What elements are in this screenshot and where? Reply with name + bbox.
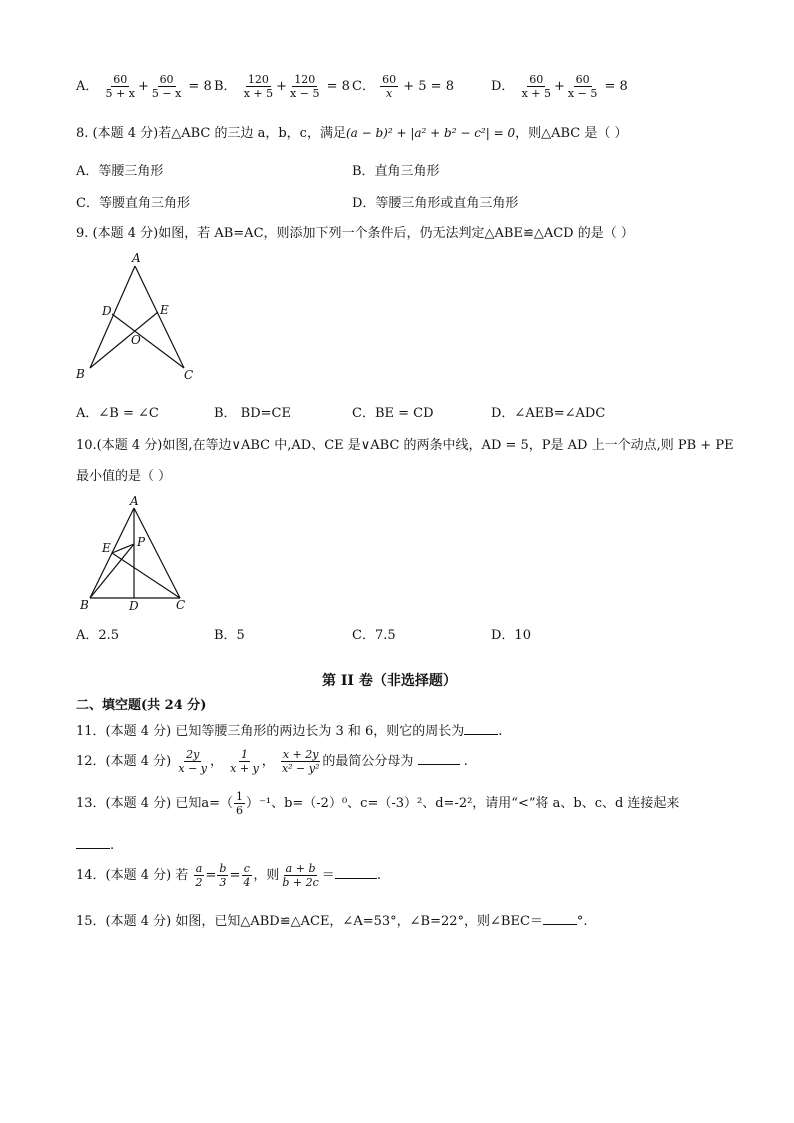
- q12-prefix: 12．(本题 4 分): [76, 754, 172, 769]
- option-letter: C．: [352, 79, 375, 94]
- answer-blank: [464, 722, 498, 735]
- q7-option-d: [491, 73, 628, 100]
- q12-suffix: 的最简公分母为: [322, 754, 414, 769]
- q15-end: °.: [576, 914, 588, 929]
- line-be: [90, 312, 158, 368]
- q10-stem: 10.(本题 4 分)如图,在等边∨ABC 中,AD、CE 是∨ABC 的两条中线，AD = 5，P是 AD 上一个动点,则 PB + PE: [76, 438, 734, 453]
- q9-figure: [70, 252, 210, 387]
- median-ce: [112, 553, 180, 598]
- label-o: O: [131, 333, 141, 347]
- option-letter: A．: [76, 79, 99, 94]
- q14: 14．(本题 4 分) 若 $\frac{a}{2}$ = $\frac{b}{3}$ = $\frac{c}{4}$ ，则 $\frac{a + b}{b + 2c}$ ＝ .: [76, 862, 381, 889]
- q11: [76, 720, 502, 739]
- q14-prefix: 14．(本题 4 分) 若: [76, 868, 189, 883]
- q13-end: .: [110, 838, 115, 853]
- q7-option-a: [76, 73, 212, 100]
- q7-option-b: [214, 73, 350, 100]
- rhs: = 8: [188, 79, 212, 94]
- q13-answer-line: [76, 836, 114, 853]
- fraction: $\frac{60}{5 + x}$: [105, 73, 135, 100]
- rhs: = 8: [604, 79, 628, 94]
- q8-formula: (a − b)² + |a² + b² − c²| = 0: [345, 126, 516, 140]
- fraction: $\frac{x + 2y}{\text{x² − y²}}$: [281, 748, 320, 775]
- option-letter: B．: [214, 79, 237, 94]
- q10-option-d: D．10: [491, 628, 531, 643]
- q10-option-b: B．5: [214, 628, 245, 643]
- answer-blank: [418, 752, 460, 765]
- q13-rest: ）⁻¹、b=（-2）⁰、c=（-3）²、d=-2²，请用“<”将 a、b、c、d 连接起来: [246, 796, 680, 811]
- fraction: $\frac{2y}{x - y}$: [178, 748, 208, 775]
- q8-stem-text: 8. (本题 4 分)若△ABC 的三边 a，b，c，满足: [76, 126, 346, 141]
- answer-blank: [543, 912, 577, 925]
- q8-option-d: D．等腰三角形或直角三角形: [352, 196, 519, 211]
- operator: +: [554, 79, 565, 94]
- q8-option-c: C．等腰直角三角形: [76, 196, 190, 211]
- q9-option-b: B． BD=CE: [214, 406, 291, 421]
- fraction: $\frac{b}{3}$: [219, 862, 227, 889]
- q9-option-d: D．∠AEB=∠ADC: [491, 406, 606, 421]
- q15-text: 15．(本题 4 分) 如图，已知△ABD≌△ACE，∠A=53°，∠B=22°，则∠BEC＝: [76, 914, 543, 929]
- fraction: $\frac{120}{x - 5}$: [290, 73, 320, 100]
- label-c: C: [176, 598, 186, 612]
- section-title: 第 II 卷（非选择题）: [322, 673, 457, 689]
- q8-tail: ，则△ABC 是（ ）: [515, 126, 628, 141]
- fraction: $\frac{a}{2}$: [195, 862, 203, 889]
- q7-option-c: [352, 73, 454, 100]
- q15: [76, 910, 588, 929]
- label-b: B: [76, 367, 85, 381]
- fraction: $\frac{60}{x + 5}$: [521, 73, 551, 100]
- label-a: A: [132, 252, 141, 265]
- q9-stem: 9. (本题 4 分)如图，若 AB=AC，则添加下列一个条件后，仍无法判定△ABE≌△ACD 的是（ ）: [76, 226, 634, 241]
- operator: +: [276, 79, 288, 94]
- q14-end: .: [376, 868, 381, 883]
- label-a: A: [130, 494, 139, 508]
- triangle-ac: [134, 508, 180, 598]
- label-p: P: [137, 535, 146, 549]
- q12: 12．(本题 4 分) $\frac{2y}{x - y}$ ， $\frac{1}{x + y}$ ， $\frac{x + 2y}{\text{x² − y²}}$ 的最简公分母为 .: [76, 748, 468, 775]
- q8-option-a: A．等腰三角形: [76, 164, 164, 179]
- q13: [76, 790, 679, 817]
- label-b: B: [80, 598, 89, 612]
- label-d: D: [102, 304, 112, 318]
- q14-eq: ＝: [321, 868, 335, 883]
- q13-prefix: 13．(本题 4 分) 已知a=（: [76, 796, 233, 811]
- option-letter: D．: [491, 79, 515, 94]
- q9-option-c: C．BE = CD: [352, 406, 434, 421]
- fraction: $\frac{c}{4}$: [243, 862, 251, 889]
- q12-end: .: [463, 754, 468, 769]
- part-title: 二、填空题(共 24 分): [76, 698, 207, 713]
- fraction: $\frac{1}{6}$: [236, 790, 243, 817]
- q8-option-b: B．直角三角形: [352, 164, 440, 179]
- label-d: D: [129, 599, 139, 613]
- label-c: C: [184, 368, 194, 382]
- label-e: E: [160, 303, 169, 317]
- rhs: + 5 = 8: [403, 79, 454, 94]
- line-ac: [135, 266, 184, 368]
- fraction: $\frac{120}{x + 5}$: [243, 73, 274, 100]
- line-ab: [90, 266, 135, 368]
- fraction: $\frac{1}{x + y}$: [230, 748, 259, 775]
- q10-figure: [74, 494, 198, 618]
- fraction: $\frac{a + b}{b + 2c}$: [282, 862, 319, 889]
- q11-end: .: [498, 724, 503, 739]
- q14-mid: ，则: [253, 868, 280, 883]
- fraction: $\frac{60}{x}$: [382, 73, 397, 100]
- answer-blank: [76, 836, 110, 849]
- q10-option-a: A．2.5: [76, 628, 120, 643]
- q11-text: 11．(本题 4 分) 已知等腰三角形的两边长为 3 和 6，则它的周长为: [76, 724, 465, 739]
- q9-option-a: A．∠B = ∠C: [76, 406, 159, 421]
- q8-stem: [76, 122, 628, 141]
- rhs: = 8: [326, 79, 350, 94]
- q10-option-c: C．7.5: [352, 628, 396, 643]
- operator: +: [137, 79, 149, 94]
- fraction: $\frac{60}{5 - x}$: [151, 73, 182, 100]
- answer-blank: [335, 866, 377, 879]
- label-e: E: [102, 541, 111, 555]
- q10-stem-2: 最小值的是（ ）: [76, 469, 172, 484]
- fraction: $\frac{60}{x - 5}$: [567, 73, 598, 100]
